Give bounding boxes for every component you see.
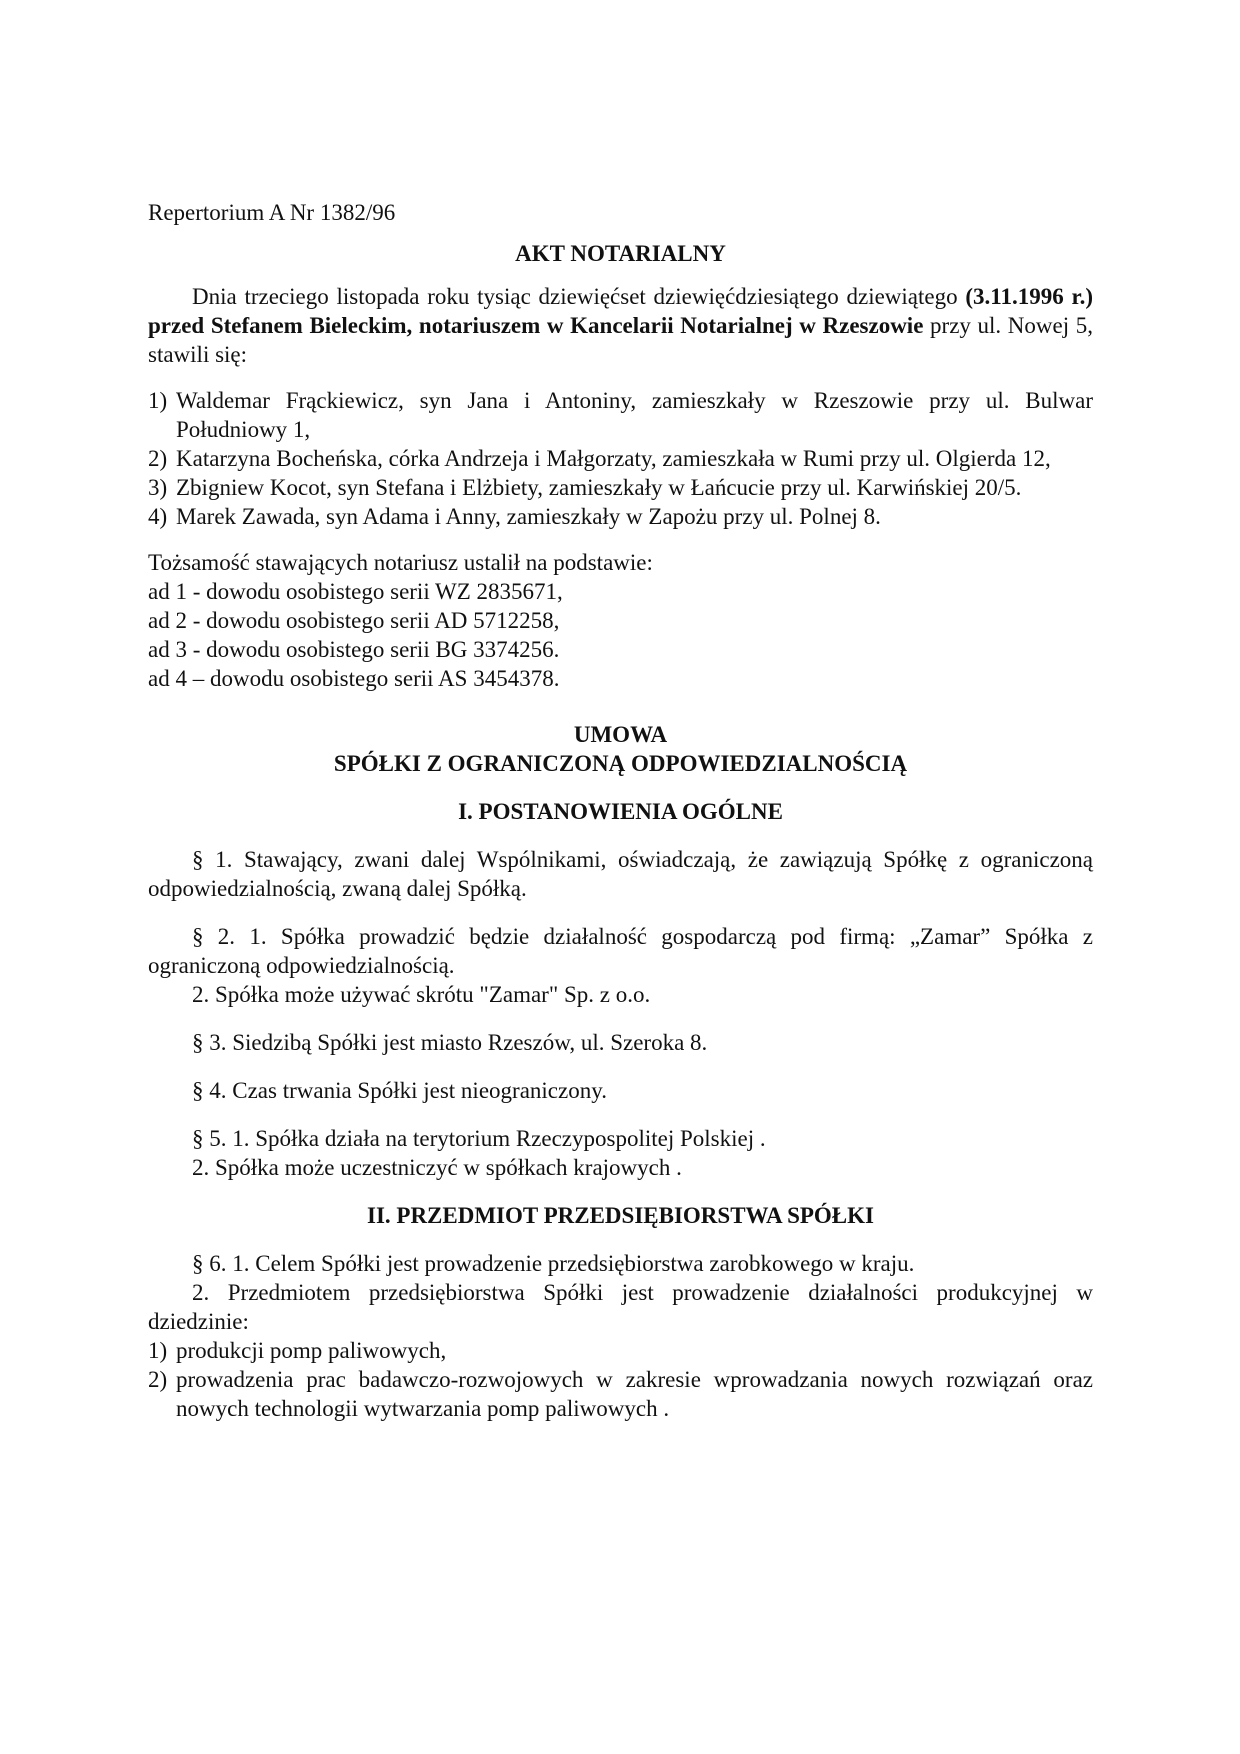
identity-item: ad 1 - dowodu osobistego serii WZ 2835671, — [148, 579, 563, 604]
activity-list — [148, 1336, 1093, 1423]
paragraph-5-point-2: 2. Spółka może uczestniczyć w spółkach krajowych . — [192, 1155, 682, 1180]
section-2-title: II. PRZEDMIOT PRZEDSIĘBIORSTWA SPÓŁKI — [367, 1203, 874, 1228]
party-text: Zbigniew Kocot, syn Stefana i Elżbiety, zamieszkały w Łańcucie przy ul. Karwińskiej 20/5. — [176, 475, 1022, 500]
list-number: 4) — [148, 504, 168, 529]
section-1-title: I. POSTANOWIENIA OGÓLNE — [458, 799, 783, 824]
list-item — [148, 502, 1093, 531]
list-number: 2) — [148, 446, 168, 471]
activity-text: prowadzenia prac badawczo-rozwojowych w zakresie wprowadzania nowych rozwiązań oraz nowych technologii wytwarzania pomp paliwowych . — [176, 1367, 1093, 1421]
activity-text: produkcji pomp paliwowych, — [176, 1338, 447, 1363]
notarial-deed — [148, 198, 1093, 1440]
identity-item: ad 2 - dowodu osobistego serii AD 5712258, — [148, 608, 560, 633]
paragraph-5-point-1: § 5. 1. Spółka działa na terytorium Rzeczypospolitej Polskiej . — [192, 1126, 766, 1151]
document-title: AKT NOTARIALNY — [515, 241, 726, 266]
identity-item: ad 4 – dowodu osobistego serii AS 3454378. — [148, 666, 560, 691]
list-number: 3) — [148, 475, 168, 500]
list-item — [148, 1336, 1093, 1365]
list-item — [148, 1365, 1093, 1423]
repertorium-number: Repertorium A Nr 1382/96 — [148, 200, 396, 225]
paragraph-3: § 3. Siedzibą Spółki jest miasto Rzeszów, ul. Szeroka 8. — [192, 1030, 708, 1055]
list-number: 2) — [148, 1367, 168, 1392]
intro-paragraph — [148, 282, 1093, 369]
intro-notary: (3.11.1996 r.) przed Stefanem Bieleckim, notariuszem w Kancelarii Notarialnej w Rzeszowie — [148, 284, 1093, 338]
identity-intro: Tożsamość stawających notariusz ustalił na podstawie: — [148, 550, 653, 575]
identity-item: ad 3 - dowodu osobistego serii BG 3374256. — [148, 637, 560, 662]
intro-address: przy ul. Nowej 5, stawili się: — [148, 313, 1094, 367]
contract-subheading: SPÓŁKI Z OGRANICZONĄ ODPOWIEDZIALNOŚCIĄ — [333, 751, 908, 776]
paragraph-2 — [148, 922, 1093, 1009]
paragraph-5 — [148, 1124, 1093, 1182]
paragraph-2-point-2: 2. Spółka może używać skrótu "Zamar" Sp. z o.o. — [192, 982, 651, 1007]
list-item — [148, 444, 1093, 473]
list-item — [148, 473, 1093, 502]
list-item — [148, 386, 1093, 444]
party-text: Katarzyna Bocheńska, córka Andrzeja i Małgorzaty, zamieszkała w Rumi przy ul. Olgierda 12, — [176, 446, 1051, 471]
paragraph-6-point-1: § 6. 1. Celem Spółki jest prowadzenie przedsiębiorstwa zarobkowego w kraju. — [192, 1251, 915, 1276]
list-number: 1) — [148, 388, 168, 413]
party-text: Marek Zawada, syn Adama i Anny, zamieszkały w Zapożu przy ul. Polnej 8. — [176, 504, 881, 529]
paragraph-1: § 1. Stawający, zwani dalej Wspólnikami, oświadczają, że zawiązują Spółkę z ograniczoną odpowiedzialnością, zwaną dalej Spółką. — [148, 847, 1093, 901]
parties-list — [148, 386, 1093, 531]
contract-heading: UMOWA — [573, 722, 668, 747]
intro-text: Dnia trzeciego listopada roku tysiąc dziewięćset dziewięćdziesiątego dziewiątego — [192, 284, 966, 309]
identity-block — [148, 548, 1093, 693]
paragraph-6-point-2: 2. Przedmiotem przedsiębiorstwa Spółki jest prowadzenie działalności produkcyjnej w dziedzinie: — [148, 1280, 1093, 1334]
list-number: 1) — [148, 1338, 168, 1363]
party-text: Waldemar Frąckiewicz, syn Jana i Antoniny, zamieszkały w Rzeszowie przy ul. Bulwar Południowy 1, — [176, 388, 1093, 442]
paragraph-4: § 4. Czas trwania Spółki jest nieograniczony. — [192, 1078, 607, 1103]
paragraph-2-point-1: § 2. 1. Spółka prowadzić będzie działalność gospodarczą pod firmą: „Zamar” Spółka z ograniczoną odpowiedzialnością. — [148, 924, 1093, 978]
